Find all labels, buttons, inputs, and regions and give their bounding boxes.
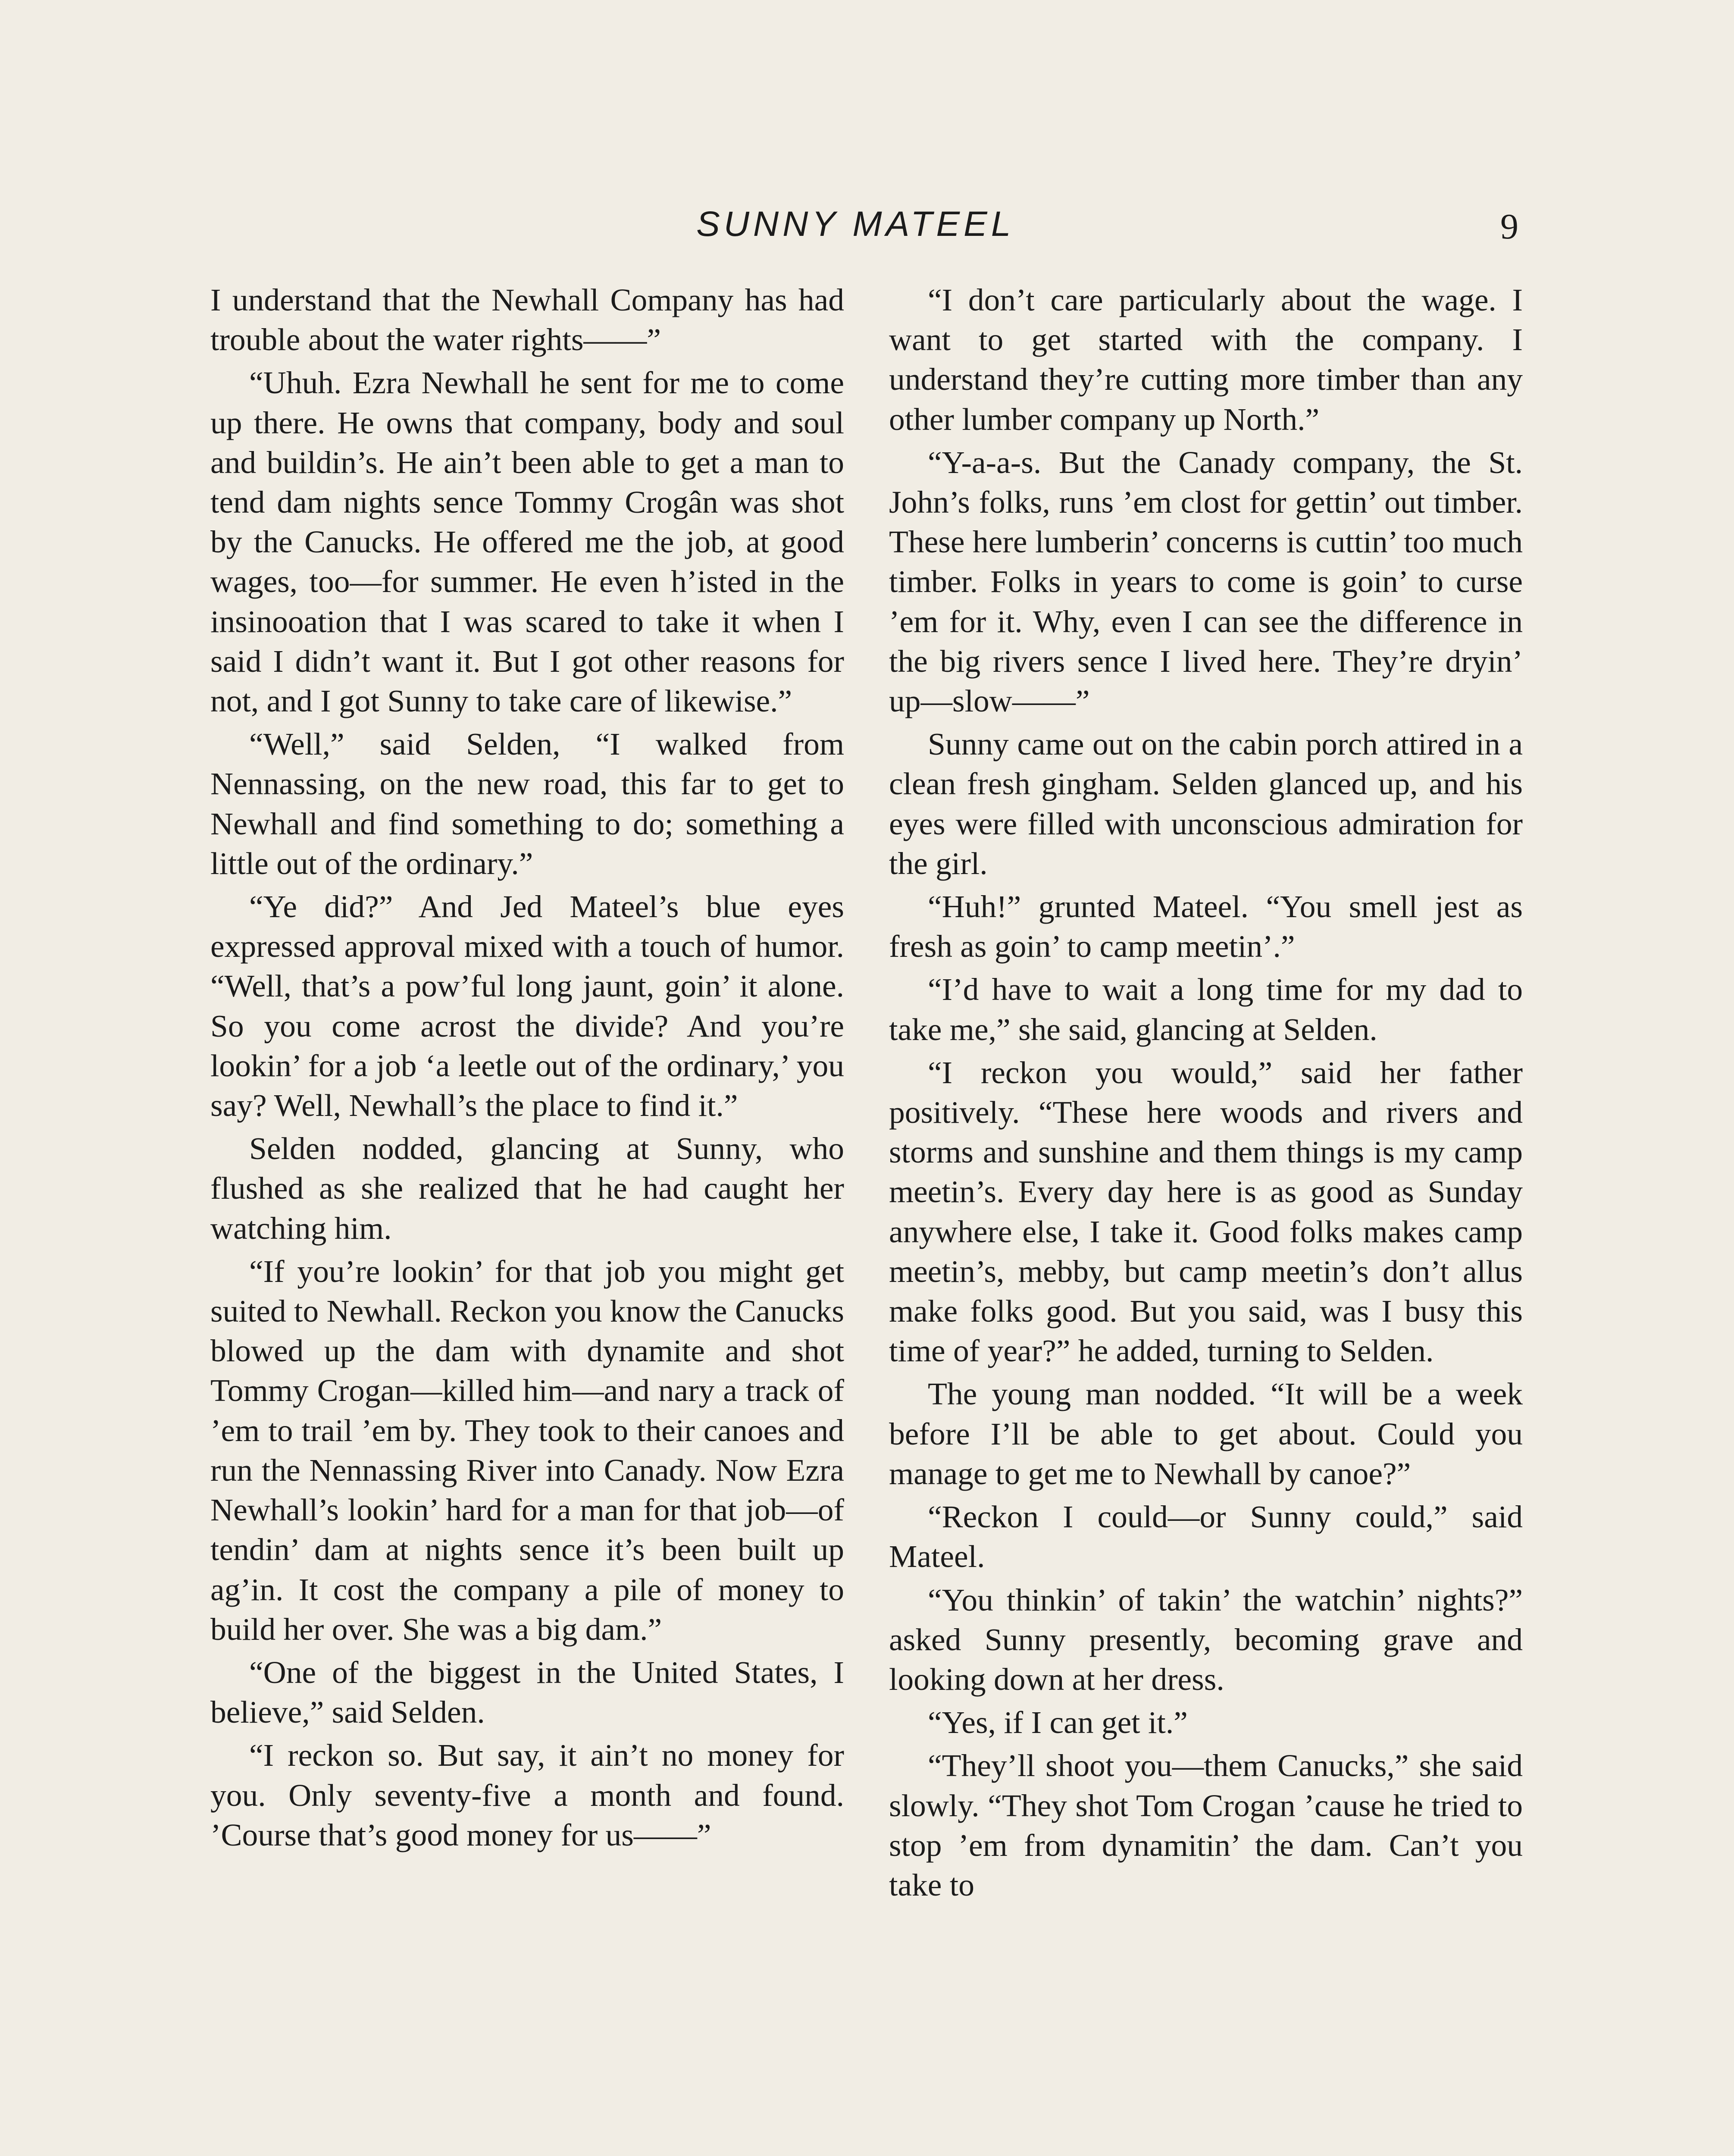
paragraph: “I’d have to wait a long time for my dad to take me,” she said, glancing at Selden. <box>889 972 1523 1047</box>
page-number: 9 <box>1500 207 1518 247</box>
paragraph: I understand that the Newhall Company has had trouble about the water rights——” <box>210 282 844 357</box>
text-column-right <box>889 280 1523 1905</box>
paragraph: “Well,” said Selden, “I walked from Nennassing, on the new road, this far to get to Newhall and find something to do; something a little out of the ordinary.” <box>210 727 844 881</box>
paragraph: “One of the biggest in the United States, I believe,” said Selden. <box>210 1655 844 1730</box>
paragraph: “I reckon so. But say, it ain’t no money for you. Only seventy-five a month and found. ’Course that’s good money for us——” <box>210 1738 844 1852</box>
paragraph: The young man nodded. “It will be a week before I’ll be able to get about. Could you manage to get me to Newhall by canoe?” <box>889 1376 1523 1491</box>
paragraph: “If you’re lookin’ for that job you might get suited to Newhall. Reckon you know the Canucks blowed up the dam with dynamite and shot Tommy Crogan—killed him—and nary a track of ’em to trail ’em by. They took to their canoes and run the Nennassing River into Canady. Now Ezra Newhall’s lookin’ hard for a man for that job—of tendin’ dam at nights sence it’s been built up ag’in. It cost the company a pile of money to build her over. She was a big dam.” <box>210 1253 844 1647</box>
paragraph: “Yes, if I can get it.” <box>928 1705 1188 1740</box>
page-header <box>0 203 1734 254</box>
paragraph: Selden nodded, glancing at Sunny, who flushed as she realized that he had caught her watching him. <box>210 1131 844 1246</box>
text-column-left <box>210 280 844 1855</box>
paragraph: “I don’t care particularly about the wage. I want to get started with the company. I understand they’re cutting more timber than any other lumber company up North.” <box>889 282 1523 437</box>
running-head-title: SUNNY MATEEL <box>696 204 1015 244</box>
paragraph: “Uhuh. Ezra Newhall he sent for me to come up there. He owns that company, body and soul and buildin’s. He ain’t been able to get a man to tend dam nights sence Tommy Crogân was shot by the Canucks. He offered me the job, at good wages, too—for summer. He even h’isted in the insinooation that I was scared to take it when I said I didn’t want it. But I got other reasons for not, and I got Sunny to take care of likewise.” <box>210 365 844 719</box>
paragraph: “I reckon you would,” said her father positively. “These here woods and rivers and storms and sunshine and them things is my camp meetin’s. Every day here is as good as Sunday anywhere else, I take it. Good folks makes camp meetin’s, mebby, but camp meetin’s don’t allus make folks good. But you said, was I busy this time of year?” he added, turning to Selden. <box>889 1055 1523 1369</box>
paragraph: “Y-a-a-s. But the Canady company, the St. John’s folks, runs ’em clost for gettin’ out timber. These here lumberin’ concerns is cuttin’ too much timber. Folks in years to come is goin’ to curse ’em for it. Why, even I can see the difference in the big rivers sence I lived here. They’re dryin’ up—slow——” <box>889 445 1523 719</box>
paragraph: “Ye did?” And Jed Mateel’s blue eyes expressed approval mixed with a touch of humor. “Well, that’s a pow’ful long jaunt, goin’ it alone. So you come acrost the divide? And you’re lookin’ for a job ‘a leetle out of the ordinary,’ you say? Well, Newhall’s the place to find it.” <box>210 889 844 1123</box>
paragraph: “They’ll shoot you—them Canucks,” she said slowly. “They shot Tom Crogan ’cause he tried to stop ’em from dynamitin’ the dam. Can’t you take to <box>889 1748 1523 1902</box>
paragraph: “Reckon I could—or Sunny could,” said Mateel. <box>889 1499 1523 1574</box>
paragraph: Sunny came out on the cabin porch attired in a clean fresh gingham. Selden glanced up, and his eyes were filled with unconscious admiration for the girl. <box>889 727 1523 881</box>
paragraph: “Huh!” grunted Mateel. “You smell jest as fresh as goin’ to camp meetin’.” <box>889 889 1523 964</box>
paragraph: “You thinkin’ of takin’ the watchin’ nights?” asked Sunny presently, becoming grave and looking down at her dress. <box>889 1582 1523 1697</box>
